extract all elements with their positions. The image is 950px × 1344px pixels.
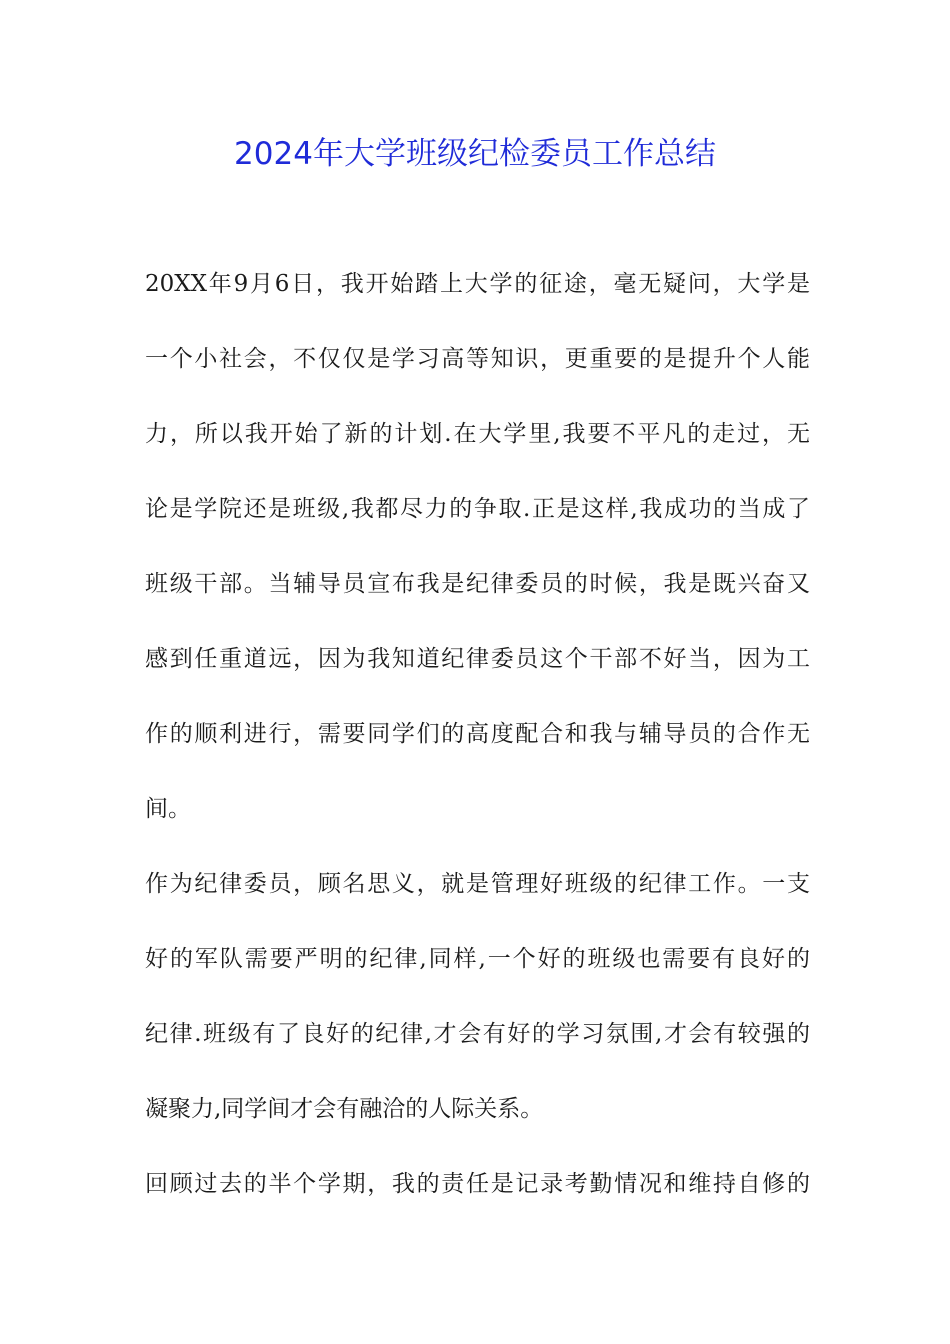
text-line: 感到任重道远，因为我知道纪律委员这个干部不好当，因为工 [145, 646, 810, 672]
text-line: 20XX年9月6日，我开始踏上大学的征途，毫无疑问，大学是 [145, 271, 810, 297]
text-line: 一个小社会，不仅仅是学习高等知识，更重要的是提升个人能 [145, 346, 810, 372]
text-line: 班级干部。当辅导员宣布我是纪律委员的时候，我是既兴奋又 [145, 571, 810, 597]
text-line: 力，所以我开始了新的计划.在大学里,我要不平凡的走过，无 [145, 421, 810, 447]
paragraph-1 [145, 265, 810, 828]
paragraph-2 [145, 865, 810, 1128]
text-line: 论是学院还是班级,我都尽力的争取.正是这样,我成功的当成了 [145, 496, 810, 522]
document-body [145, 265, 810, 1240]
document-title: 2024年大学班级纪检委员工作总结 [234, 136, 716, 172]
text-line: 纪律.班级有了良好的纪律,才会有好的学习氛围,才会有较强的 [145, 1021, 810, 1047]
text-line: 间。 [145, 796, 191, 822]
text-line: 凝聚力,同学间才会有融洽的人际关系。 [145, 1096, 544, 1122]
text-line: 作为纪律委员，顾名思义，就是管理好班级的纪律工作。一支 [145, 871, 810, 897]
text-line: 回顾过去的半个学期，我的责任是记录考勤情况和维持自修的 [145, 1171, 810, 1197]
paragraph-3 [145, 1165, 810, 1203]
text-line: 作的顺利进行，需要同学们的高度配合和我与辅导员的合作无 [145, 721, 810, 747]
text-line: 好的军队需要严明的纪律,同样,一个好的班级也需要有良好的 [145, 946, 810, 972]
